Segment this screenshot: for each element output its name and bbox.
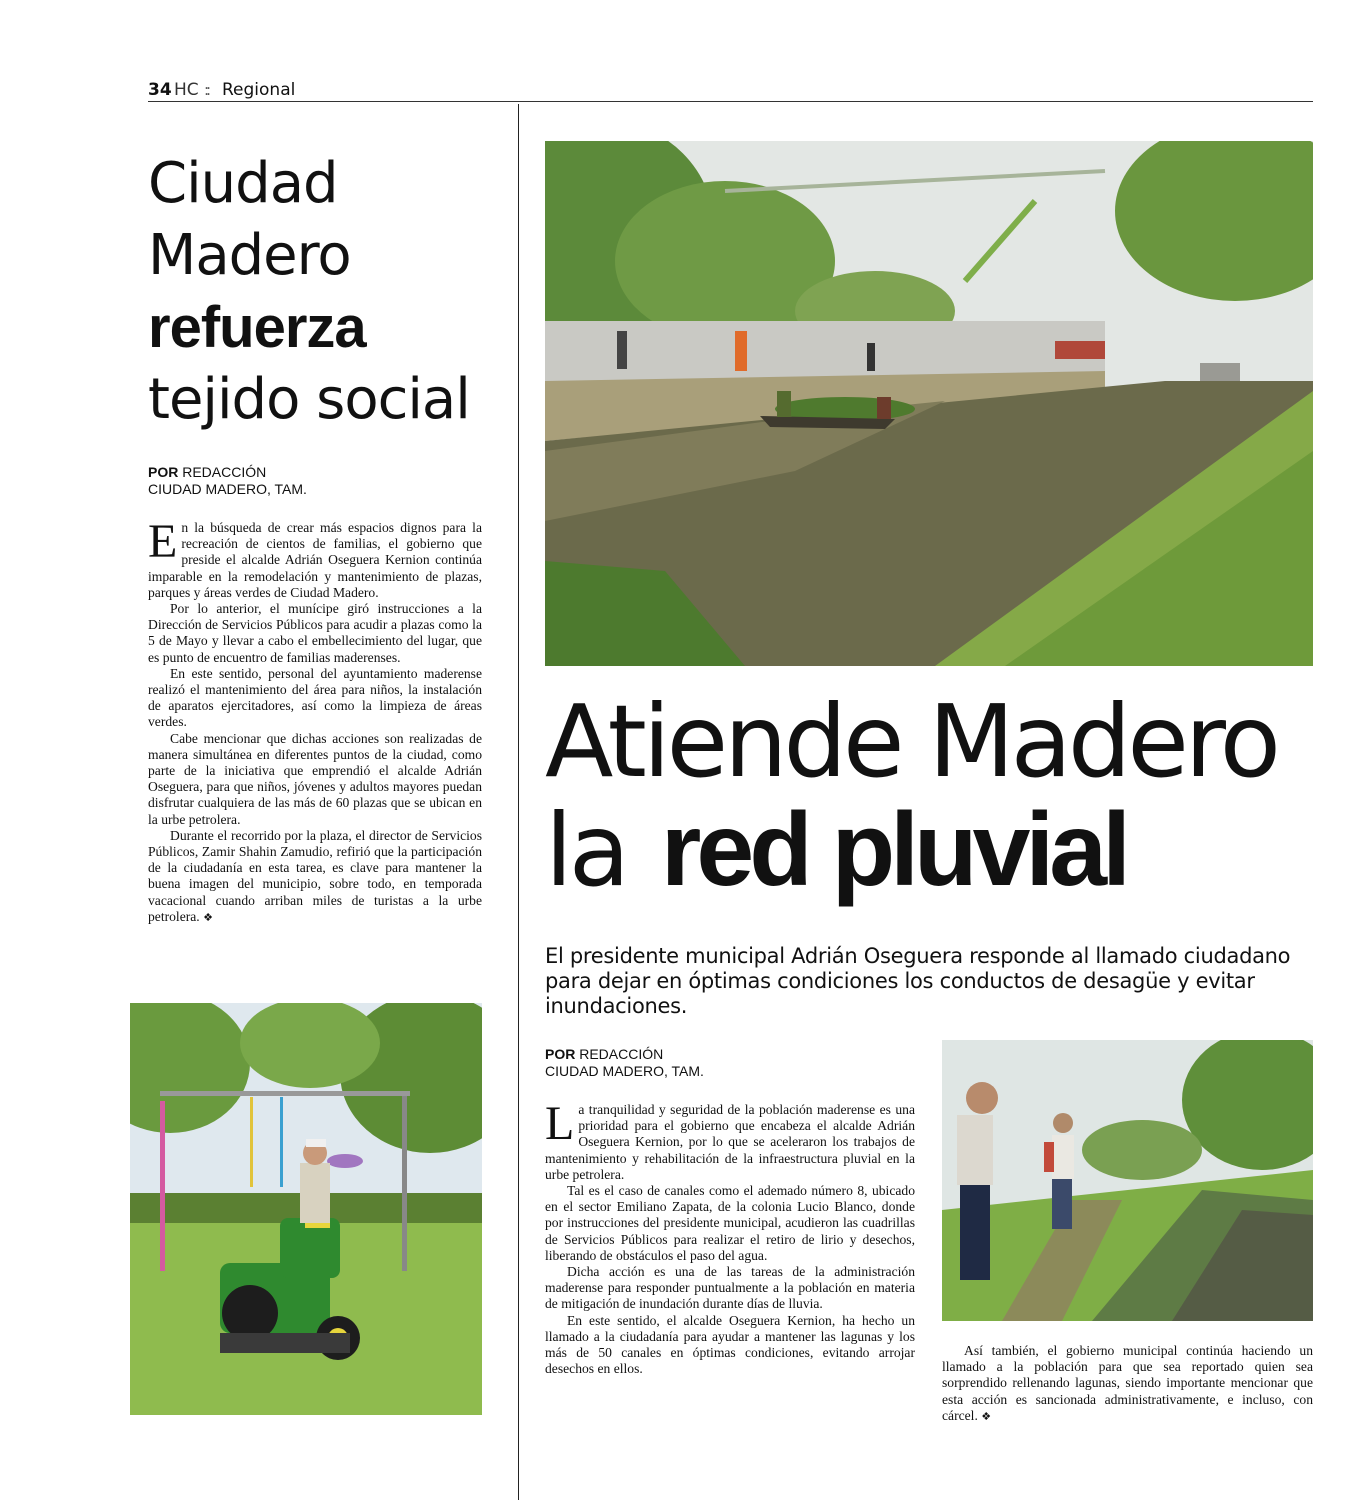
publication-name: HC [174,80,199,100]
page-header [148,80,1313,102]
right-headline-la: la [545,792,627,909]
right-p5-text: Así también, el gobierno municipal continúa haciendo un llamado a la población para que sea reportado quien sea sorprendido rellenando lagunas, siendo importante mencionar que esta acción es sancionada administrativamente, e incluso, con cárcel. [942,1343,1313,1423]
byline-author: REDACCIÓN [579,1046,664,1062]
right-column-2-body [942,1343,1313,1425]
section-name: Regional [222,80,296,100]
park-mower-photo [130,1003,482,1415]
left-p1-text: n la búsqueda de crear más espacios dignos para la recreación de cientos de familias, el gobierno que preside el alcalde Adrián Oseguera Kernion continúa imparable en la remodelación y mantenimiento de plazas, parques y áreas verdes de Ciudad Madero. [148,520,482,600]
left-paragraph-5 [148,828,482,926]
right-byline [545,1046,704,1080]
drop-cap: E [148,515,178,568]
byline-place: CIUDAD MADERO, TAM. [545,1063,704,1079]
left-article-body [148,515,482,926]
right-headline-line1: Atiende Madero [545,683,1277,800]
end-mark: ❖ [981,1409,992,1423]
left-headline-line4: tejido social [148,367,470,432]
right-headline-bold: red pluvial [660,792,1127,908]
right-article-body [545,1097,915,1377]
drop-cap: L [545,1097,575,1150]
right-paragraph-3: Dicha acción es una de las tareas de la administración maderense para responder puntualmente a la población en materia de mitigación de inundación durante días de lluvia. [545,1264,915,1312]
right-paragraph-2: Tal es el caso de canales como el ademado número 8, ubicado en el sector Emiliano Zapata, de la colonia Lucio Blanco, donde por instrucciones del presidente municipal, acudieron las cuadrillas de Servicios Públicos para realizar el retiro de lirio y desechos, liberando de obstáculos el paso del agua. [545,1183,915,1263]
header-separator: :: [204,81,209,99]
page-number: 34 [148,80,172,100]
canal-cleaning-photo [545,141,1313,666]
right-paragraph-4: En este sentido, el alcalde Oseguera Kernion, ha hecho un llamado a la ciudadanía para ayudar a mantener las lagunas y los más de 50 canales en óptimas condiciones, evitando arrojar desechos en ellos. [545,1312,915,1377]
byline-author: REDACCIÓN [182,464,267,480]
byline-por: POR [545,1046,576,1062]
left-p5-text: Durante el recorrido por la plaza, el director de Servicios Públicos, Zamir Shahin Zamudio, refirió que la participación de la ciudadanía en esta tarea, es clave para mantener la buena imagen del municipio, sobre todo, en temporada vacacional cuando arriban miles de turistas a la urbe petrolera. [148,827,482,924]
left-headline-line2: Madero [148,223,351,288]
right-paragraph-5 [942,1343,1313,1425]
column-divider [518,104,519,1500]
left-paragraph-3: En este sentido, personal del ayuntamiento maderense realizó el mantenimiento del área para niños, la instalación de aparatos ejercitadores, así como la limpieza de áreas verdes. [148,665,482,730]
right-deck: El presidente municipal Adrián Oseguera responde al llamado ciudadano para dejar en óptimas condiciones los conductos de desagüe y evitar inundaciones. [545,944,1291,1018]
left-headline [148,148,508,436]
left-paragraph-4: Cabe mencionar que dichas acciones son realizadas de manera simultánea en diferentes puntos de la ciudad, como parte de la iniciativa que emprendió el alcalde Adrián Oseguera, para que niños, jóvenes y adultos mayores puedan disfrutar cualquiera de las más de 60 plazas que se ubican en la urbe petrolera. [148,730,482,827]
right-paragraph-1 [545,1097,915,1183]
left-headline-line1: Ciudad [148,151,338,216]
right-headline [545,683,1325,909]
byline-por: POR [148,464,179,480]
left-headline-bold: refuerza [148,295,366,360]
byline-place: CIUDAD MADERO, TAM. [148,481,307,497]
officials-canal-photo [942,1040,1313,1321]
right-p1-text: a tranquilidad y seguridad de la población maderense es una prioridad para el gobierno que encabeza el alcalde Adrián Oseguera Kernion, por lo que se aceleraron los trabajos de mantenimiento y rehabilitación de la infraestructura pluvial en la urbe petrolera. [545,1102,915,1182]
left-paragraph-1 [148,515,482,601]
end-mark: ❖ [203,910,213,924]
left-byline [148,464,307,498]
left-paragraph-2: Por lo anterior, el munícipe giró instrucciones a la Dirección de Servicios Públicos para acudir a plazas como la 5 de Mayo y llevar a cabo el embellecimiento del lugar, que es punto de encuentro de familias maderenses. [148,601,482,665]
